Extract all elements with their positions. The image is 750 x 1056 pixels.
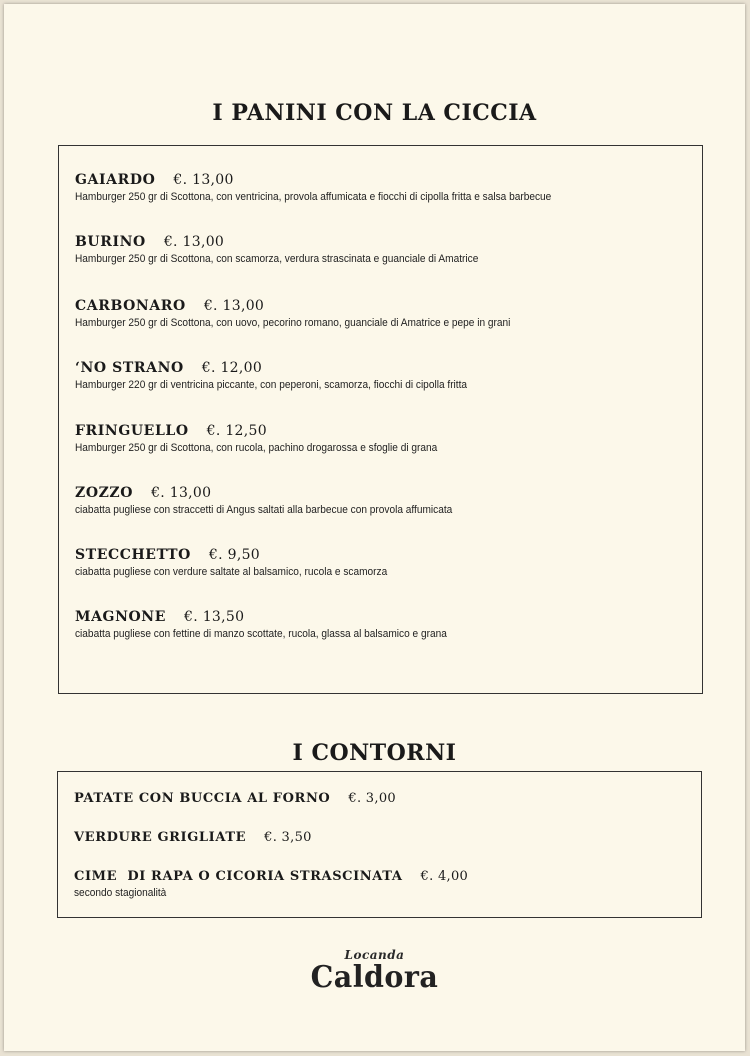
item-description: ciabatta pugliese con straccetti di Angus saltati alla barbecue con provola affumicata	[75, 504, 453, 516]
item-name: BURINO	[75, 234, 146, 250]
item-name: ‘NO STRANO	[75, 360, 184, 376]
logo-top-text: Locanda	[344, 948, 405, 962]
item-name: VERDURE GRIGLIATE	[74, 830, 247, 845]
side-item-patate	[74, 791, 685, 806]
item-description: Hamburger 250 gr di Scottona, con ventricina, provola affumicata e fiocchi di cipolla fritta e salsa barbecue	[75, 191, 552, 203]
menu-item-burino	[75, 234, 686, 265]
logo-main-text: Caldora	[310, 960, 439, 995]
menu-item-carbonaro	[75, 298, 686, 329]
item-description: ciabatta pugliese con fettine di manzo scottate, rucola, glassa al balsamico e grana	[75, 628, 447, 640]
item-price: €. 3,50	[264, 830, 312, 845]
contorni-section-title: I CONTORNI	[292, 740, 457, 766]
item-description: Hamburger 220 gr di ventricina piccante, con peperoni, scamorza, fiocchi di cipolla fritta	[75, 379, 468, 391]
item-description: Hamburger 250 gr di Scottona, con scamorza, verdura strascinata e guanciale di Amatrice	[75, 253, 479, 265]
item-price: €. 4,00	[420, 869, 469, 884]
side-item-verdure	[74, 830, 685, 845]
item-name: GAIARDO	[75, 172, 156, 188]
item-price: €. 13,00	[203, 298, 265, 314]
item-price: €. 3,00	[348, 791, 396, 806]
item-price: €. 12,50	[206, 423, 267, 439]
contorni-box	[57, 771, 702, 918]
item-description: secondo stagionalità	[74, 887, 167, 899]
item-name: ZOZZO	[75, 485, 134, 501]
item-price: €. 13,00	[163, 234, 225, 250]
menu-item-no-strano	[75, 360, 686, 391]
side-item-cime-di-rapa	[74, 869, 685, 899]
panini-box	[58, 145, 703, 694]
item-price: €. 13,00	[151, 485, 212, 501]
panini-section-title: I PANINI CON LA CICCIA	[212, 100, 537, 126]
item-name: STECCHETTO	[75, 547, 191, 563]
item-description: ciabatta pugliese con verdure saltate al balsamico, rucola e scamorza	[75, 566, 388, 578]
menu-item-zozzo	[75, 485, 686, 516]
item-name: CIME DI RAPA O CICORIA STRASCINATA	[74, 869, 403, 884]
menu-item-fringuello	[75, 423, 686, 454]
item-name: FRINGUELLO	[75, 423, 189, 439]
locanda-caldora-logo	[4, 948, 745, 995]
menu-item-gaiardo	[75, 172, 686, 203]
item-price: €. 12,00	[201, 360, 263, 376]
item-name: CARBONARO	[75, 298, 186, 314]
item-name: MAGNONE	[75, 609, 166, 625]
item-price: €. 13,00	[173, 172, 234, 188]
item-price: €. 9,50	[208, 547, 261, 563]
item-description: Hamburger 250 gr di Scottona, con uovo, pecorino romano, guanciale di Amatrice e pepe in grani	[75, 317, 511, 329]
item-price: €. 13,50	[183, 609, 245, 625]
item-description: Hamburger 250 gr di Scottona, con rucola, pachino drogarossa e sfoglie di grana	[75, 442, 438, 454]
menu-page	[4, 4, 745, 1051]
menu-item-stecchetto	[75, 547, 686, 578]
item-name: PATATE CON BUCCIA AL FORNO	[74, 791, 331, 806]
menu-item-magnone	[75, 609, 686, 640]
